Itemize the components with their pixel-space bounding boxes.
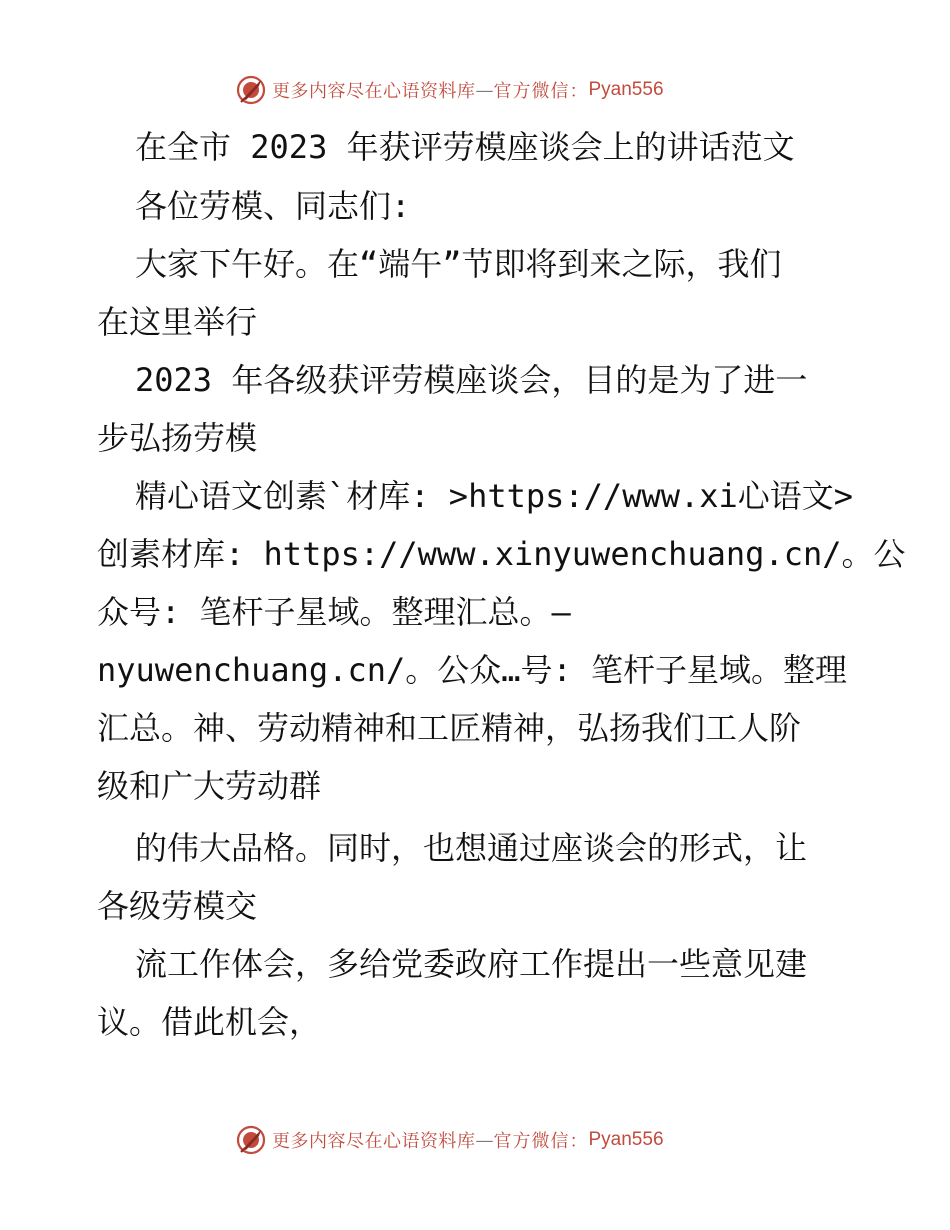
footer-official-label: 官方微信： [493, 1131, 589, 1152]
document-title: 在全市 2023 年获评劳模座谈会上的讲话范文 [135, 128, 795, 166]
text-line: 级和广大劳动群 [97, 767, 322, 805]
salutation-line: 各位劳模、同志们: [135, 187, 411, 225]
text-line: 2023 年各级获评劳模座谈会，目的是为了进一 [135, 361, 808, 399]
header-separator: — [475, 79, 494, 101]
text-line: 精心语文创素`材库: >https://www.xi心语文> [135, 477, 854, 515]
text-line: 步弘扬劳模 [97, 419, 258, 457]
footer-banner-content [236, 1124, 664, 1156]
quill-logo-icon [236, 75, 266, 105]
footer-banner [0, 1120, 950, 1160]
header-banner-content [236, 74, 664, 106]
footer-brand-text: 更多内容尽在心语资料库 [272, 1131, 476, 1152]
text-line: 议。借此机会， [97, 1003, 322, 1041]
text-line: nyuwenchuang.cn/。公众…号: 笔杆子星域。整理 [97, 651, 848, 689]
text-line: 大家下午好。在“端午”节即将到来之际，我们 [135, 245, 782, 283]
text-line: 各级劳模交 [97, 887, 258, 925]
text-line: 汇总。神、劳动精神和工匠精神，弘扬我们工人阶 [97, 709, 802, 747]
text-line: 创素材库: https://www.xinyuwenchuang.cn/。公 [97, 535, 906, 573]
header-wechat-id: Pyan556 [588, 79, 664, 100]
text-line: 流工作体会，多给党委政府工作提出一些意见建 [135, 945, 808, 983]
footer-separator: — [475, 1129, 494, 1151]
header-official-label: 官方微信： [493, 81, 589, 102]
quill-logo-icon [236, 1125, 266, 1155]
footer-wechat-id: Pyan556 [588, 1129, 664, 1150]
text-line: 在这里举行 [97, 303, 258, 341]
text-line: 的伟大品格。同时，也想通过座谈会的形式，让 [135, 829, 808, 867]
header-brand-text: 更多内容尽在心语资料库 [272, 81, 476, 102]
header-banner [0, 70, 950, 110]
text-line: 众号: 笔杆子星域。整理汇总。— [97, 593, 571, 631]
